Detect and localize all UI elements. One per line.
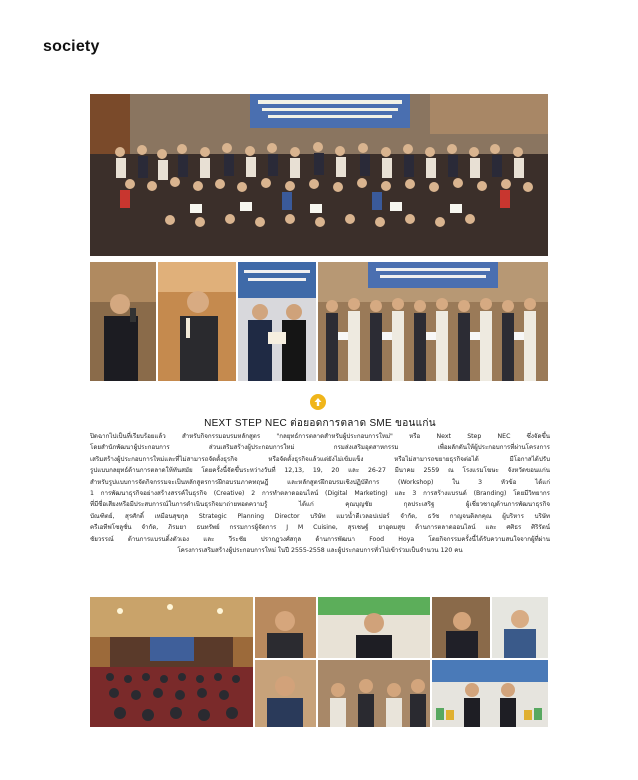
speaker-photo bbox=[432, 597, 490, 658]
article-line: เสริมสร้างผู้ประกอบการใหม่และที่ไม่สามารถจัดตั้งธุรกิจ หรือจัดตั้งธุรกิจแล้วแต่ยังไม่เข้มแข็ง หรือไม่สามารถขยายธุรกิจต่อได้ มีโอกาสได้ปรับ bbox=[90, 455, 550, 463]
workshop-photo bbox=[318, 660, 430, 727]
article-line: บัณฑิตย์, สุรศักดิ์ เหมือนสุขกุล Strategic Planning Director บริษัท แมวน้ำดีเวลอปเปอร์ จำกัด, ธวัช กาญจนดิลกคุณ ผู้บริหาร บริษัท bbox=[90, 512, 550, 520]
speaker-photo-a bbox=[90, 262, 156, 381]
section-label: society bbox=[43, 38, 100, 55]
arrow-up-icon[interactable] bbox=[310, 394, 326, 410]
seminar-hall-photo bbox=[90, 597, 253, 727]
article-line: ที่มีชื่อเสียงหรือมีประสบการณ์ในการดำเนินธุรกิจมาถ่ายทอดความรู้ ได้แก่ คุณบุญชัย กุลประเสริฐ ผู้เชี่ยวชาญด้านการพัฒนาธุรกิจ bbox=[90, 501, 550, 509]
article-line: ปิดฉากไปเป็นที่เรียบร้อยแล้ว สำหรับกิจกรรมอบรมหลักสูตร "กลยุทธ์การตลาดสำหรับผู้ประกอบการใหม่" หรือ Next Step NEC ซึ่งจัดขึ้น bbox=[90, 433, 550, 440]
article-line: สำหรับรูปแบบการจัดกิจกรรมจะเป็นหลักสูตรการฝึกอบรมภาคทฤษฎี และหลักสูตรฝึกอบรมเชิงปฏิบัติการ (Workshop) ใน 3 หัวข้อ ได้แก่ bbox=[90, 478, 550, 486]
speaker-photo bbox=[492, 597, 548, 658]
article-line: โครงการเสริมสร้างผู้ประกอบการใหม่ ในปี 2555-2558 และผู้ประกอบการทั่วไปเข้าร่วมเป็นจำนวน 120 คน bbox=[177, 547, 463, 555]
speaker-photo bbox=[318, 597, 430, 658]
article-line: 1 การพัฒนาธุรกิจอย่างสร้างสรรค์ในธุรกิจ (Creative) 2 การทำตลาดออนไลน์ (Digital Marketing) และ 3 การสร้างแบรนด์ (Branding) โดยมีวิทยากร bbox=[90, 490, 550, 498]
article-body bbox=[90, 431, 550, 556]
certificate-handover-photo bbox=[238, 262, 316, 381]
article-line: รูปแบบกลยุทธ์ด้านการตลาดให้ทันสมัย โดยครั้งนี้จัดขึ้นระหว่างวันที่ 12,13, 19, 20 และ 26-27 มีนาคม 2559 ณ โรงแรมโฆษะ จังหวัดขอนแก่น bbox=[90, 467, 550, 475]
product-display-photo bbox=[432, 660, 548, 727]
group-photo bbox=[90, 94, 548, 256]
speaker-photo-b bbox=[158, 262, 236, 381]
graduates-photo bbox=[318, 262, 548, 381]
article-line: โดยสำนักพัฒนาผู้ประกอบการ ส่วนเสริมสร้างผู้ประกอบการใหม่ กรมส่งเสริมอุตสาหกรรม เพื่อผลักดันให้ผู้ประกอบการที่ผ่านโครงการ bbox=[90, 444, 550, 452]
speaker-photo bbox=[255, 597, 316, 658]
article-line: ชัยวรรณ์ ด้านการแบรนดิ้งตัวเอง และ วีระชัย ปรากฏวงศ์สกุล ด้านการพัฒนา Food Hoya โดยกิจกรรมครั้งนี้ได้รับความสนใจจากผู้ที่ผ่าน bbox=[90, 535, 550, 543]
article-headline: NEXT STEP NEC ต่อยอดการตลาด SME ขอนแก่น bbox=[204, 418, 436, 429]
article-line: ครีเอทีฟโซลูชั่น จำกัด, ภิรมยา ธนทรัพย์ กรรมการผู้จัดการ J M Cuisine, สุรเชษฐ์ ยาอุดมสุข ด้านการตลาดออนไลน์ และ ศศิธร ศิริรัตน์ bbox=[90, 524, 550, 532]
speaker-photo bbox=[255, 660, 316, 727]
